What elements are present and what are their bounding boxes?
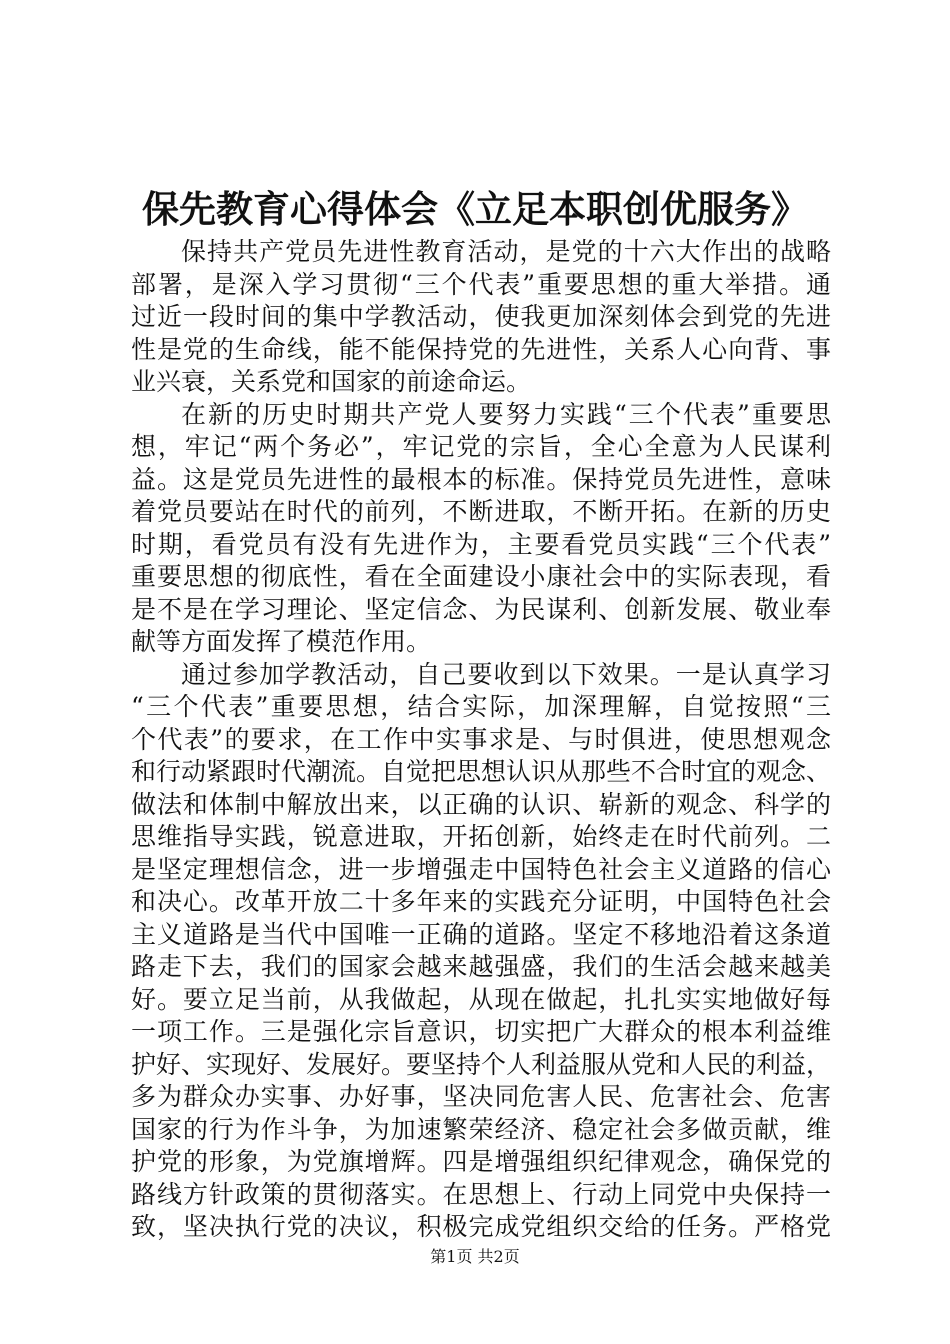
text-line: 护党的形象，为党旗增辉。四是增强组织纪律观念，确保党的 [131, 1147, 831, 1176]
text-line: 多为群众办实事、办好事，坚决同危害人民、危害社会、危害 [131, 1082, 831, 1111]
text-line: 是不是在学习理论、坚定信念、为民谋利、创新发展、敬业奉 [131, 594, 831, 624]
text-line: 和决心。改革开放二十多年来的实践充分证明，中国特色社会 [131, 887, 831, 916]
page-footer: 第1页 共2页 [430, 1247, 520, 1266]
text-line: 一项工作。三是强化宗旨意识，切实把广大群众的根本利益维 [131, 1017, 831, 1046]
text-line: 好。要立足当前，从我做起，从现在做起，扎扎实实地做好每 [131, 984, 831, 1014]
text-line: 是坚定理想信念，进一步增强走中国特色社会主义道路的信心 [131, 854, 831, 884]
text-line: 重要思想的彻底性，看在全面建设小康社会中的实际表现，看 [131, 562, 831, 591]
text-line: 路线方针政策的贯彻落实。在思想上、行动上同党中央保持一 [131, 1179, 831, 1209]
paragraph-2 [131, 399, 831, 659]
text-line: 益。这是党员先进性的最根本的标准。保持党员先进性，意味 [131, 464, 831, 494]
text-line: 思维指导实践，锐意进取，开拓创新，始终走在时代前列。二 [131, 822, 831, 851]
paragraph-3 [131, 659, 831, 1244]
text-line: 做法和体制中解放出来，以正确的认识、崭新的观念、科学的 [131, 789, 831, 819]
text-line: 个代表”的要求，在工作中实事求是、与时俱进，使思想观念 [131, 724, 831, 754]
text-line: 献等方面发挥了模范作用。 [131, 627, 432, 656]
document-body [131, 236, 831, 1244]
paragraph-1 [131, 236, 831, 399]
text-line: 在新的历史时期共产党人要努力实践“三个代表”重要思 [181, 399, 831, 429]
text-line: 过近一段时间的集中学教活动，使我更加深刻体会到党的先进 [131, 302, 831, 331]
text-line: 想，牢记“两个务必”，牢记党的宗旨，全心全意为人民谋利 [131, 432, 831, 461]
text-line: 护好、实现好、发展好。要坚持个人利益服从党和人民的利益， [131, 1049, 832, 1079]
document-title: 保先教育心得体会《立足本职创优服务》 [142, 187, 808, 231]
text-line: 通过参加学教活动，自己要收到以下效果。一是认真学习 [181, 659, 831, 689]
text-line: 着党员要站在时代的前列，不断进取，不断开拓。在新的历史 [131, 497, 831, 526]
text-line: 主义道路是当代中国唯一正确的道路。坚定不移地沿着这条道 [131, 919, 831, 949]
text-line: 业兴衰，关系党和国家的前途命运。 [131, 367, 532, 396]
text-line: 保持共产党员先进性教育活动，是党的十六大作出的战略 [181, 237, 831, 266]
text-line: 国家的行为作斗争，为加速繁荣经济、稳定社会多做贡献，维 [131, 1114, 831, 1144]
text-line: 部署，是深入学习贯彻“三个代表”重要思想的重大举措。通 [131, 269, 831, 299]
text-line: 时期，看党员有没有先进作为，主要看党员实践“三个代表” [131, 529, 831, 559]
text-line: “三个代表”重要思想，结合实际，加深理解，自觉按照“三 [131, 692, 831, 721]
text-line: 致，坚决执行党的决议，积极完成党组织交给的任务。严格党 [131, 1212, 831, 1241]
text-line: 路走下去，我们的国家会越来越强盛，我们的生活会越来越美 [131, 952, 831, 981]
text-line: 性是党的生命线，能不能保持党的先进性，关系人心向背、事 [131, 334, 831, 364]
text-line: 和行动紧跟时代潮流。自觉把思想认识从那些不合时宜的观念、 [131, 757, 832, 786]
